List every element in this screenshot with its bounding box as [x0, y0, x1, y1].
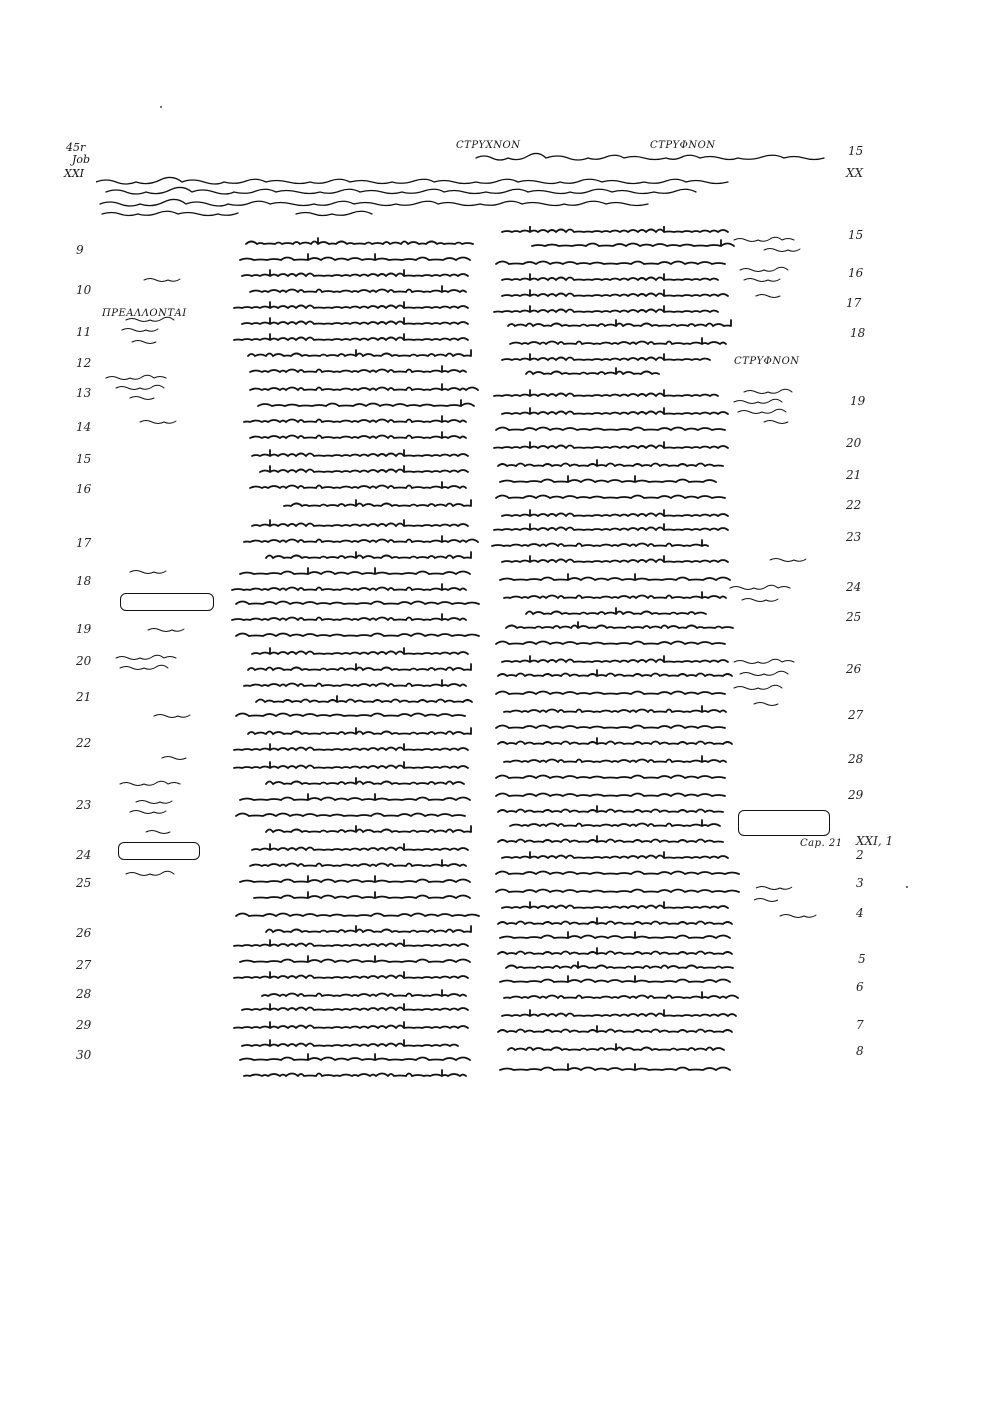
script-line: [510, 820, 720, 826]
script-line: [498, 1026, 732, 1032]
script-line: [266, 826, 471, 832]
script-line: [240, 568, 470, 574]
script-line: [260, 466, 468, 472]
script-line: [234, 972, 468, 978]
left-verse-number: 16: [76, 482, 92, 496]
script-line: [494, 524, 728, 530]
script-line: [232, 614, 466, 620]
script-line: [504, 992, 738, 998]
script-line: [252, 844, 468, 850]
script-line: [244, 680, 466, 686]
left-verse-number: 23: [76, 798, 92, 812]
right-verse-number: 5: [858, 952, 866, 966]
script-line: [236, 814, 465, 817]
right-verse-number: 28: [848, 752, 864, 766]
cap-note: Cap. 21: [800, 838, 843, 849]
left-verse-number: 30: [76, 1048, 92, 1062]
left-verse-number: 29: [76, 1018, 92, 1032]
script-line: [246, 238, 473, 244]
script-line: [502, 852, 728, 858]
script-line: [498, 460, 723, 466]
right-top-chapter: XX: [846, 166, 864, 180]
script-line: [250, 860, 466, 866]
script-line: [498, 918, 732, 924]
script-line: [502, 274, 718, 280]
right-verse-number: 3: [856, 876, 864, 890]
script-line: [236, 914, 479, 917]
boxed-annotation: [738, 810, 830, 836]
script-line: [250, 482, 466, 488]
left-verse-number: 14: [76, 420, 92, 434]
right-verse-number: 6: [856, 980, 864, 994]
left-verse-number: 24: [76, 848, 92, 862]
greek-heading-right: CTPYΦNON: [650, 140, 716, 151]
script-line: [234, 302, 468, 308]
script-line: [502, 1010, 736, 1016]
script-line: [240, 956, 470, 962]
script-line: [234, 762, 468, 768]
script-line: [266, 778, 464, 784]
right-verse-number: 7: [856, 1018, 864, 1032]
script-line: [244, 536, 478, 542]
script-line: [498, 806, 723, 812]
left-verse-number: 9: [76, 243, 84, 257]
script-line: [258, 400, 474, 406]
script-line: [500, 574, 730, 580]
script-line: [504, 706, 726, 712]
script-line: [496, 692, 725, 695]
right-verse-number: 20: [846, 436, 862, 450]
left-verse-number: 26: [76, 926, 92, 940]
script-line: [240, 254, 470, 260]
chapter-mark: XXI, 1: [856, 834, 894, 848]
script-line: [242, 1040, 458, 1046]
boxed-annotation: [118, 842, 200, 860]
script-line: [500, 476, 716, 482]
script-line: [510, 338, 726, 344]
script-line: [500, 976, 730, 982]
right-verse-number: 25: [846, 610, 862, 624]
left-verse-number: 28: [76, 987, 92, 1001]
script-line: [236, 634, 479, 637]
right-verse-number: 4: [856, 906, 864, 920]
greek-heading-center: CTPYXNON: [456, 140, 521, 151]
script-line: [496, 776, 725, 779]
left-verse-number: 11: [76, 325, 92, 339]
right-verse-number: 17: [846, 296, 862, 310]
script-line: [262, 990, 466, 996]
greek-margin-note-right: CTPYΦNON: [734, 356, 800, 367]
script-line: [504, 756, 726, 762]
script-line: [502, 556, 728, 562]
right-verse-number: 18: [850, 326, 866, 340]
script-line: [240, 794, 470, 800]
folio-number: 45r: [66, 141, 86, 154]
script-line: [248, 350, 471, 356]
script-line: [252, 648, 468, 654]
right-column-text: [486, 226, 746, 1086]
script-line: [526, 368, 659, 374]
script-line: [234, 744, 468, 750]
script-line: [248, 664, 471, 670]
right-verse-number: 29: [848, 788, 864, 802]
ink-speck: [160, 106, 162, 108]
script-line: [502, 354, 710, 360]
left-margin-annotations: [100, 260, 220, 880]
script-line: [498, 836, 723, 842]
right-verse-number: 21: [846, 468, 862, 482]
script-line: [500, 932, 730, 938]
right-verse-number: 22: [846, 498, 862, 512]
script-line: [252, 520, 468, 526]
script-line: [234, 334, 468, 340]
left-verse-number: 25: [76, 876, 92, 890]
script-line: [284, 500, 471, 506]
script-line: [498, 670, 732, 676]
script-line: [266, 552, 471, 558]
script-line: [502, 226, 728, 232]
script-line: [532, 240, 734, 246]
script-line: [496, 428, 725, 431]
script-line: [502, 408, 728, 414]
right-verse-number: 26: [846, 662, 862, 676]
left-verse-number: 21: [76, 690, 92, 704]
script-line: [250, 286, 466, 292]
script-line: [250, 432, 466, 438]
script-line: [250, 366, 466, 372]
script-line: [496, 496, 725, 499]
script-line: [252, 450, 468, 456]
script-line: [250, 384, 478, 390]
left-verse-number: 10: [76, 283, 92, 297]
script-line: [240, 876, 470, 882]
left-verse-number: 18: [76, 574, 92, 588]
book-label: Job: [72, 153, 91, 166]
left-verse-number: 15: [76, 452, 92, 466]
script-line: [236, 602, 479, 605]
script-line: [508, 320, 731, 326]
script-line: [496, 890, 739, 893]
right-top-number: 15: [848, 144, 864, 158]
script-line: [234, 940, 468, 946]
left-verse-number: 22: [76, 736, 92, 750]
script-line: [494, 442, 728, 448]
left-verse-number: 27: [76, 958, 92, 972]
right-verse-number: 23: [846, 530, 862, 544]
script-line: [500, 1064, 730, 1070]
right-verse-number: 19: [850, 394, 866, 408]
left-column-text: [226, 230, 486, 1080]
script-line: [502, 510, 728, 516]
script-line: [240, 1054, 470, 1060]
script-line: [242, 270, 468, 276]
script-line: [496, 794, 725, 797]
script-line: [236, 714, 465, 717]
script-line: [496, 642, 725, 645]
script-line: [242, 1004, 468, 1010]
script-line: [244, 416, 466, 422]
script-line: [266, 926, 471, 932]
script-line: [504, 592, 726, 598]
left-verse-number: 17: [76, 536, 92, 550]
script-line: [492, 540, 708, 546]
script-line: [494, 390, 718, 396]
header-script-block: [96, 152, 836, 222]
left-verse-number: 19: [76, 622, 92, 636]
script-line: [498, 738, 732, 744]
right-verse-number: 8: [856, 1044, 864, 1058]
script-line: [526, 608, 706, 614]
right-verse-number: 16: [848, 266, 864, 280]
chapter-label: XXI: [64, 167, 85, 180]
right-verse-number: 24: [846, 580, 862, 594]
script-line: [254, 892, 470, 898]
script-line: [256, 696, 472, 702]
script-line: [244, 1070, 466, 1076]
script-line: [508, 1044, 724, 1050]
left-verse-number: 13: [76, 386, 92, 400]
script-line: [496, 872, 739, 875]
script-line: [494, 306, 718, 312]
script-line: [496, 262, 725, 265]
greek-margin-note-left: ΠPEΑΛΛΟΝΤΑΙ: [102, 308, 187, 319]
right-verse-number: 15: [848, 228, 864, 242]
script-line: [234, 1022, 468, 1028]
left-verse-number: 20: [76, 654, 92, 668]
script-line: [248, 728, 471, 734]
script-line: [502, 902, 728, 908]
script-line: [232, 584, 466, 590]
right-verse-number: 2: [856, 848, 864, 862]
left-verse-number: 12: [76, 356, 92, 370]
script-line: [498, 948, 732, 954]
right-verse-number: 27: [848, 708, 864, 722]
script-line: [506, 622, 733, 628]
boxed-annotation: [120, 593, 214, 611]
script-line: [502, 656, 728, 662]
script-line: [242, 318, 468, 324]
ink-speck: [906, 886, 908, 888]
script-line: [496, 726, 725, 729]
script-line: [502, 290, 728, 296]
script-line: [506, 962, 733, 968]
